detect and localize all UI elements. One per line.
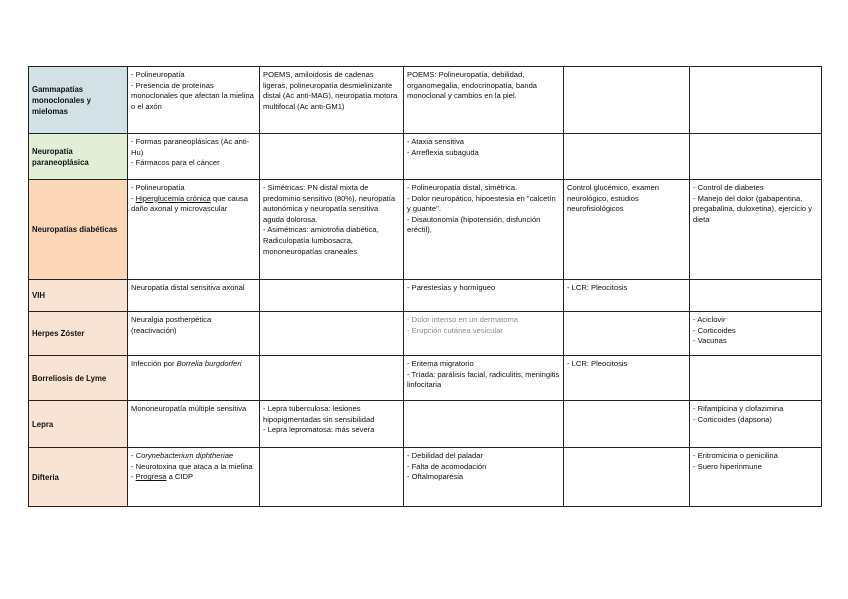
table-row xyxy=(29,67,822,134)
cell-treatment xyxy=(690,67,822,134)
cell-clinic: - Ataxia sensitiva - Arreflexia subaguda xyxy=(404,134,564,180)
cell-treatment xyxy=(690,134,822,180)
row-name: Lepra xyxy=(29,401,128,448)
cell-mechanism: - Polineuropatía - Hiperglucemia crónica que causa daño axonal y microvascular xyxy=(128,180,260,280)
row-name: Neuropatía paraneoplásica xyxy=(29,134,128,180)
row-name: Borreliosis de Lyme xyxy=(29,356,128,401)
cell-clinic: - Polineuropatía distal, simétrica. - Dolor neuropático, hipoestesia en "calcetín y guante". - Disautonomía (hipotensión, disfunción eréctil), xyxy=(404,180,564,280)
cell-mechanism: Mononeuropatía múltiple sensitiva xyxy=(128,401,260,448)
row-name: Difteria xyxy=(29,448,128,507)
row-name: Gammapatías monoclonales y mielomas xyxy=(29,67,128,134)
disease-table xyxy=(28,66,822,507)
table-row xyxy=(29,280,822,312)
cell-mechanism: - Formas paraneoplásicas (Ac anti-Hu) - Fármacos para el cáncer xyxy=(128,134,260,180)
cell-types: - Simétricas: PN distal mixta de predominio sensitivo (80%), neuropatía autonómica y neuropatía sensitiva aguda dolorosa. - Asimétricas: amiotrofia diabética, Radiculopatía lumbosacra, mononeuropatías craneales xyxy=(260,180,404,280)
row-name: Herpes Zóster xyxy=(29,312,128,356)
cell-clinic: - Parestesias y hormigueo xyxy=(404,280,564,312)
cell-types xyxy=(260,312,404,356)
cell-mechanism: - Corynebacterium diphtheriae - Neurotoxina que ataca a la mielina - Progresa a CIDP xyxy=(128,448,260,507)
cell-clinic: - Eritema migratorio - Tríada: parálisis facial, radiculitis, meningitis linfocitaria xyxy=(404,356,564,401)
table-row xyxy=(29,312,822,356)
cell-types xyxy=(260,280,404,312)
cell-diagnosis xyxy=(564,448,690,507)
cell-treatment xyxy=(690,280,822,312)
cell-clinic xyxy=(404,401,564,448)
cell-types xyxy=(260,134,404,180)
row-name: Neuropatías diabéticas xyxy=(29,180,128,280)
cell-clinic: - Debilidad del paladar - Falta de acomodación - Oftalmoparesia xyxy=(404,448,564,507)
cell-diagnosis: - LCR: Pleocitosis xyxy=(564,356,690,401)
cell-diagnosis: - LCR: Pleocitosis xyxy=(564,280,690,312)
link-progresa[interactable]: Progresa xyxy=(135,472,167,482)
cell-types xyxy=(260,356,404,401)
cell-treatment: - Rifampicina y clofazimina - Corticoides (dapsona) xyxy=(690,401,822,448)
cell-treatment: - Eritromicina o penicilina - Suero hiperinmune xyxy=(690,448,822,507)
cell-types: - Lepra tuberculosa: lesiones hipopigmentadas sin sensibilidad - Lepra lepromatosa: más severa xyxy=(260,401,404,448)
cell-treatment xyxy=(690,356,822,401)
table-row xyxy=(29,448,822,507)
cell-diagnosis xyxy=(564,401,690,448)
cell-types: POEMS, amiloidosis de cadenas ligeras, polineuropatía desmielinizante distal (Ac anti-MAG), neuropatía motora multifocal (Ac anti-GM1) xyxy=(260,67,404,134)
cell-mechanism: Infección por Borrelia burgdorferi xyxy=(128,356,260,401)
cell-types xyxy=(260,448,404,507)
cell-diagnosis xyxy=(564,312,690,356)
table-row xyxy=(29,356,822,401)
table-row xyxy=(29,401,822,448)
table-row xyxy=(29,180,822,280)
cell-diagnosis xyxy=(564,134,690,180)
cell-mechanism: Neuralgia postherpética (reactivación) xyxy=(128,312,260,356)
cell-treatment: - Control de diabetes - Manejo del dolor (gabapentina, pregabalina, duloxetina), ejercicio y dieta xyxy=(690,180,822,280)
row-name: VIH xyxy=(29,280,128,312)
cell-clinic: - Dolor intenso en un dermatoma - Erupción cutánea vesicular xyxy=(404,312,564,356)
cell-diagnosis: Control glucémico, examen neurológico, estudios neurofisiológicos xyxy=(564,180,690,280)
table-row xyxy=(29,134,822,180)
cell-mechanism: Neuropatía distal sensitiva axonal xyxy=(128,280,260,312)
cell-clinic: POEMS: Polineuropatía, debilidad, organomegalia, endocrinopatía, banda monoclonal y cambios en la piel. xyxy=(404,67,564,134)
cell-treatment: - Aciclovir - Corticoides - Vacunas xyxy=(690,312,822,356)
link-hiperglucemia[interactable]: Hiperglucemia crónica xyxy=(135,193,211,203)
cell-diagnosis xyxy=(564,67,690,134)
cell-mechanism: - Polineuropatía - Presencia de proteínas monoclonales que afectan la mielina o el axón xyxy=(128,67,260,134)
